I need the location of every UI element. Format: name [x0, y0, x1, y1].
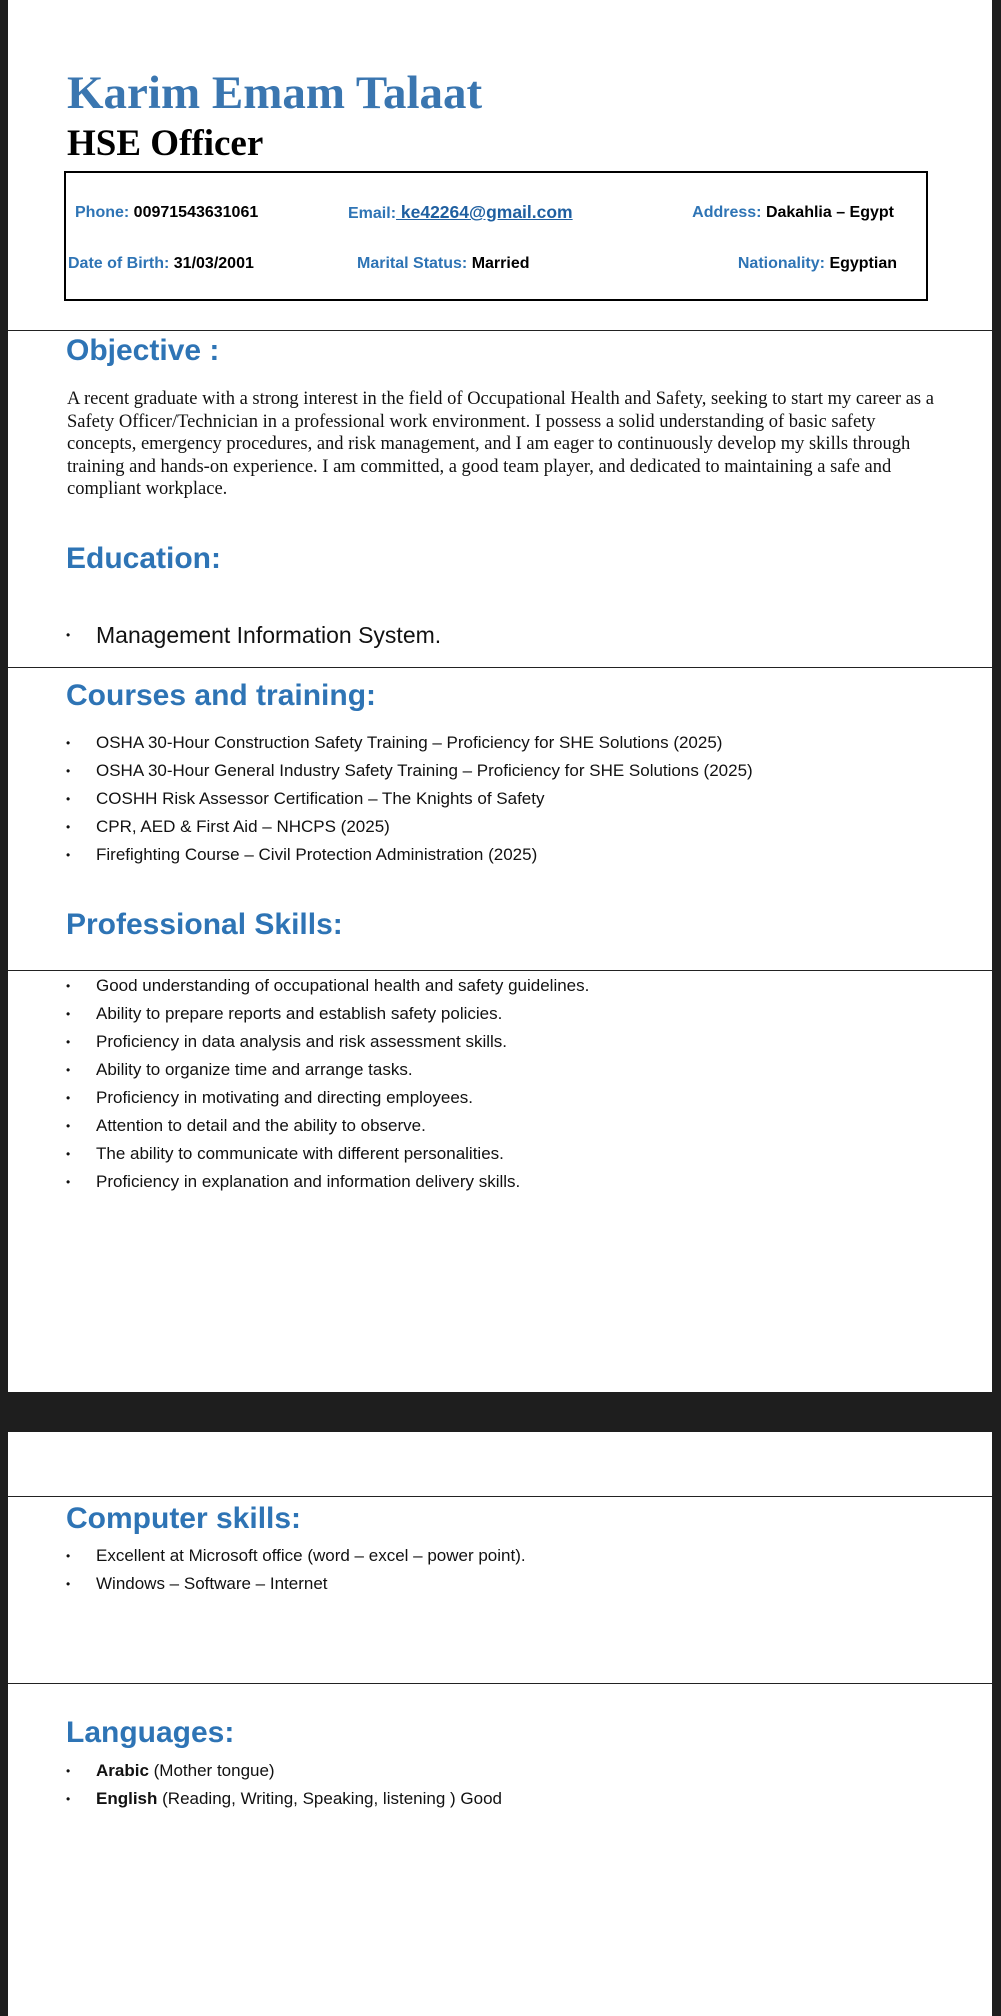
- education-list: [66, 619, 441, 651]
- skill-item: • Proficiency in motivating and directing employees.: [66, 1084, 589, 1112]
- section-divider: [8, 667, 992, 668]
- dob-field: [68, 255, 254, 273]
- languages-list: [66, 1757, 502, 1813]
- course-item: • Firefighting Course – Civil Protection Administration (2025): [66, 841, 753, 869]
- education-item: • Management Information System.: [66, 619, 441, 651]
- computer-skills-heading: Computer skills:: [66, 1502, 302, 1535]
- section-divider: [8, 1496, 992, 1497]
- resume-page-2: [8, 1432, 992, 2016]
- phone-label: Phone:: [75, 204, 130, 221]
- course-item: • OSHA 30-Hour Construction Safety Training – Proficiency for SHE Solutions (2025): [66, 729, 753, 757]
- resume-page-1: [8, 0, 992, 1392]
- skill-item: • Ability to prepare reports and establish safety policies.: [66, 1000, 589, 1028]
- skill-item: • The ability to communicate with different personalities.: [66, 1140, 589, 1168]
- nationality-label: Nationality:: [737, 255, 825, 272]
- section-divider: [8, 330, 992, 331]
- languages-heading: Languages:: [66, 1716, 235, 1749]
- computer-skills-list: [66, 1542, 526, 1598]
- language-item: [66, 1785, 502, 1813]
- course-item: • CPR, AED & First Aid – NHCPS (2025): [66, 813, 753, 841]
- marital-value: Married: [471, 255, 530, 272]
- objective-text: A recent graduate with a strong interest in the field of Occupational Health and Safety, seeking to start my career as a Safety Officer/Technician in a professional work environment. I possess a solid understanding of basic safety concepts, emergency procedures, and risk management, and I am eager to continuously develop my skills through training and hands-on experience. I am committed, a good team player, and dedicated to maintaining a safe and compliant workplace.: [67, 389, 934, 499]
- job-title: HSE Officer: [67, 123, 264, 164]
- courses-heading: Courses and training:: [66, 679, 377, 712]
- email-field: [348, 202, 573, 223]
- candidate-name: Karim Emam Talaat: [67, 67, 483, 119]
- dob-value: 31/03/2001: [173, 255, 254, 272]
- nationality-value: Egyptian: [829, 255, 897, 272]
- language-item: [66, 1757, 502, 1785]
- address-value: Dakahlia – Egypt: [765, 204, 894, 221]
- skill-item: • Ability to organize time and arrange tasks.: [66, 1056, 589, 1084]
- marital-label: Marital Status:: [357, 255, 468, 272]
- section-divider: [8, 1683, 992, 1684]
- address-field: [692, 204, 894, 222]
- email-link[interactable]: ke42264@gmail.com: [396, 202, 573, 222]
- computer-skill-item: • Windows – Software – Internet: [66, 1570, 526, 1598]
- course-item: • OSHA 30-Hour General Industry Safety Training – Proficiency for SHE Solutions (2025): [66, 757, 753, 785]
- language-detail: (Reading, Writing, Speaking, listening ) Good: [157, 1789, 502, 1808]
- marital-field: [357, 255, 530, 273]
- skill-item: • Good understanding of occupational health and safety guidelines.: [66, 972, 589, 1000]
- address-label: Address:: [692, 204, 762, 221]
- skill-item: • Proficiency in explanation and information delivery skills.: [66, 1168, 589, 1196]
- email-label: Email:: [348, 205, 397, 222]
- computer-skill-item: • Excellent at Microsoft office (word – excel – power point).: [66, 1542, 526, 1570]
- skill-item: • Attention to detail and the ability to observe.: [66, 1112, 589, 1140]
- phone-value: 00971543631061: [133, 204, 259, 221]
- section-divider: [8, 970, 992, 971]
- courses-list: [66, 729, 753, 869]
- language-detail: (Mother tongue): [148, 1761, 275, 1780]
- objective-heading: Objective :: [66, 334, 220, 367]
- skill-item: • Proficiency in data analysis and risk assessment skills.: [66, 1028, 589, 1056]
- language-name: English: [96, 1789, 158, 1808]
- nationality-field: [738, 255, 897, 273]
- dob-label: Date of Birth:: [68, 255, 170, 272]
- education-heading: Education:: [66, 542, 221, 575]
- professional-skills-list: [66, 972, 589, 1196]
- language-name: Arabic: [96, 1761, 149, 1780]
- phone-field: [75, 204, 258, 222]
- professional-skills-heading: Professional Skills:: [66, 908, 343, 941]
- course-item: • COSHH Risk Assessor Certification – The Knights of Safety: [66, 785, 753, 813]
- contact-info-box: [64, 171, 928, 301]
